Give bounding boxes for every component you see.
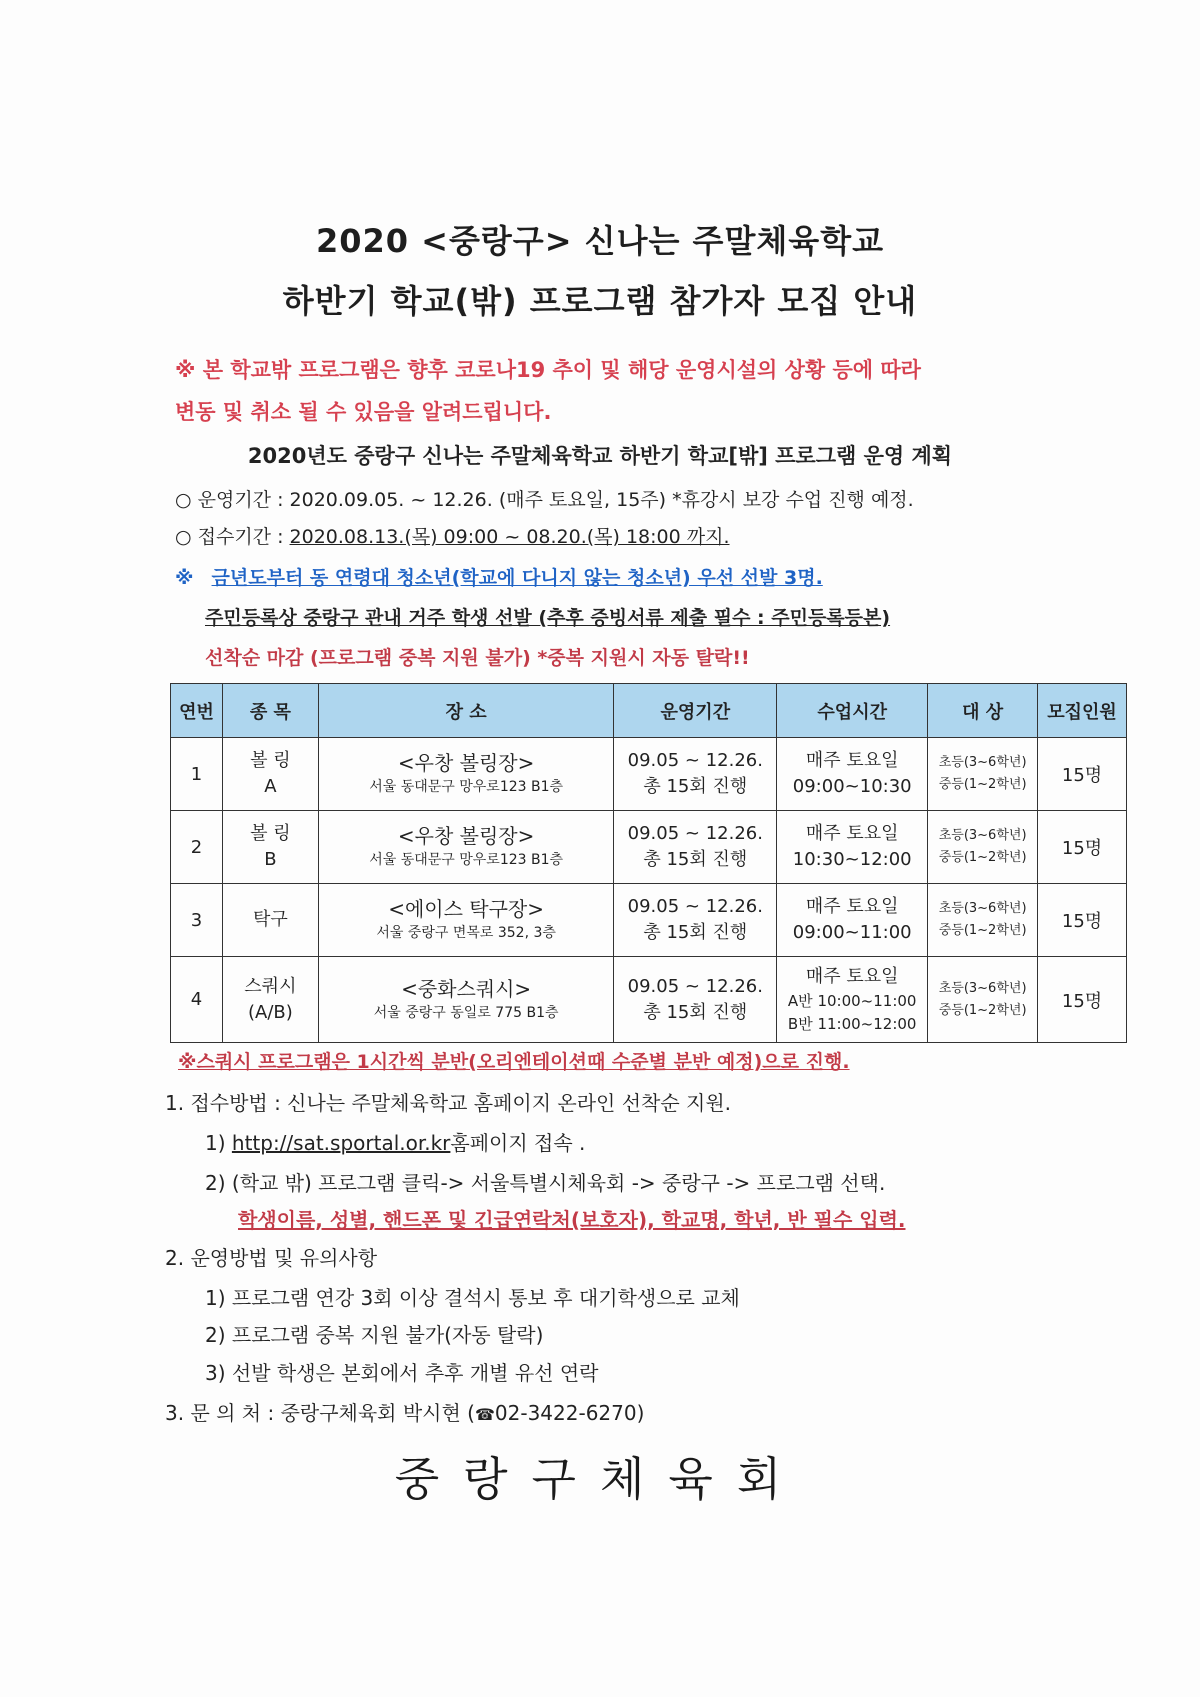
reception-period <box>175 522 730 552</box>
priority-mark: ※ <box>175 567 194 589</box>
row-sport <box>222 811 318 884</box>
target-middle: 중등(1~2학년) <box>938 1002 1027 1018</box>
place-address: 서울 동대문구 망우로123 B1층 <box>369 852 564 868</box>
time-day: 매주 토요일 <box>805 823 899 844</box>
row-capacity: 15명 <box>1038 884 1127 957</box>
row-place <box>318 957 614 1043</box>
operation-period <box>175 485 914 515</box>
sport-name: 볼 링 <box>250 823 291 844</box>
section3-contact <box>165 1398 644 1430</box>
time-hours: 09:00~10:30 <box>792 776 912 797</box>
row-target <box>928 957 1038 1043</box>
table-header-row <box>171 684 1127 738</box>
row-place <box>318 884 614 957</box>
target-elementary: 초등(3~6학년) <box>938 901 1027 916</box>
row-time <box>777 738 928 811</box>
header-sport: 종 목 <box>222 684 318 738</box>
place-name: <우창 볼링장> <box>397 824 535 848</box>
sport-name: 스쿼시 <box>244 975 297 997</box>
row-sport <box>222 884 318 957</box>
contact-phone: 02-3422-6270) <box>494 1401 645 1425</box>
period-dates: 09.05 ~ 12.26. <box>627 896 763 917</box>
place-name: <중화스쿼시> <box>401 976 532 1001</box>
target-middle: 중등(1~2학년) <box>938 777 1027 792</box>
title-line-2: 하반기 학교(밖) 프로그램 참가자 모집 안내 <box>282 282 918 320</box>
row-period <box>614 811 777 884</box>
row-period <box>614 957 777 1043</box>
row-no: 3 <box>171 884 223 957</box>
sport-group: A <box>264 776 277 797</box>
section1-item1 <box>205 1128 585 1158</box>
row-sport <box>222 738 318 811</box>
target-middle: 중등(1~2학년) <box>938 850 1027 865</box>
row-target <box>928 884 1038 957</box>
header-capacity: 모집인원 <box>1038 684 1127 738</box>
homepage-link[interactable]: http://sat.sportal.or.kr <box>231 1131 451 1155</box>
reception-period-value: 2020.08.13.(목) 09:00 ~ 08.20.(목) 18:00 까지. <box>289 526 730 548</box>
section2-item: 2) 프로그램 중복 지원 불가(자동 탈락) <box>205 1323 544 1347</box>
header-time: 수업시간 <box>777 684 928 738</box>
period-dates: 09.05 ~ 12.26. <box>627 750 763 771</box>
plan-title: 2020년도 중랑구 신나는 주말체육학교 하반기 학교[밖] 프로그램 운영 계획 <box>247 444 953 468</box>
period-sessions: 총 15회 진행 <box>643 849 748 870</box>
period-sessions: 총 15회 진행 <box>643 1001 748 1023</box>
covid-notice-line-2: 변동 및 취소 될 수 있음을 알려드립니다. <box>175 400 552 424</box>
row-no: 2 <box>171 811 223 884</box>
section3-title: 3. 문 의 처 : 중랑구체육회 박시현 ( <box>165 1401 475 1425</box>
table-row <box>171 884 1127 957</box>
sport-group: B <box>264 849 277 870</box>
squash-note: ※스쿼시 프로그램은 1시간씩 분반(오리엔테이션때 수준별 분반 예정)으로 진행. <box>178 1051 850 1073</box>
title-line-1: 2020 <중랑구> 신나는 주말체육학교 <box>315 222 885 260</box>
table-row <box>171 811 1127 884</box>
required-info-notice: 학생이름, 성별, 핸드폰 및 긴급연락처(보호자), 학교명, 학년, 반 필수 입력. <box>238 1208 906 1232</box>
time-hours: 09:00~11:00 <box>792 922 912 943</box>
time-day: 매주 토요일 <box>805 965 899 987</box>
phone-icon: ☎ <box>474 1405 495 1424</box>
time-day: 매주 토요일 <box>805 896 899 917</box>
row-time <box>777 811 928 884</box>
target-elementary: 초등(3~6학년) <box>938 755 1027 770</box>
first-come-notice: 선착순 마감 (프로그램 중복 지원 불가) *중복 지원시 자동 탈락!! <box>205 647 750 669</box>
header-place: 장 소 <box>318 684 614 738</box>
row-capacity: 15명 <box>1038 811 1127 884</box>
period-sessions: 총 15회 진행 <box>643 922 748 943</box>
place-name: <우창 볼링장> <box>397 751 535 775</box>
priority-text: 금년도부터 동 연령대 청소년(학교에 다니지 않는 청소년) 우선 선발 3명. <box>211 567 823 589</box>
residence-text: 주민등록상 중랑구 관내 거주 학생 선발 (추후 증빙서류 제출 필수 : 주민등록등본) <box>205 607 891 629</box>
row-period <box>614 884 777 957</box>
priority-selection <box>175 563 823 593</box>
period-sessions: 총 15회 진행 <box>643 776 748 797</box>
header-period: 운영기간 <box>614 684 777 738</box>
header-target: 대 상 <box>928 684 1038 738</box>
row-target <box>928 738 1038 811</box>
row-sport <box>222 957 318 1043</box>
section1-title: 1. 접수방법 : 신나는 주말체육학교 홈페이지 온라인 선착순 지원. <box>165 1091 732 1115</box>
section1-item2: 2) (학교 밖) 프로그램 클릭-> 서울특별시체육회 -> 중랑구 -> 프로그램 선택. <box>205 1171 886 1195</box>
row-time <box>777 884 928 957</box>
row-time <box>777 957 928 1043</box>
target-middle: 중등(1~2학년) <box>938 923 1027 938</box>
row-period <box>614 738 777 811</box>
place-address: 서울 중랑구 동일로 775 B1층 <box>373 1004 559 1021</box>
table-row <box>171 738 1127 811</box>
time-class-a: A반 10:00~11:00 <box>787 991 917 1010</box>
section2-title: 2. 운영방법 및 유의사항 <box>165 1246 378 1270</box>
row-place <box>318 738 614 811</box>
row-place <box>318 811 614 884</box>
header-no: 연번 <box>171 684 223 738</box>
residence-requirement <box>205 603 890 633</box>
reception-period-label: ○ 접수기간 : <box>175 526 290 548</box>
section1-item1-prefix: 1) <box>205 1131 232 1155</box>
row-target <box>928 811 1038 884</box>
organization-name: 중랑구체육회 <box>394 1452 806 1506</box>
covid-notice-line-1: ※ 본 학교밖 프로그램은 향후 코로나19 추이 및 해당 운영시설의 상황 등에 따라 <box>175 358 921 382</box>
sport-name: 탁구 <box>253 909 288 930</box>
target-elementary: 초등(3~6학년) <box>938 828 1027 843</box>
row-capacity: 15명 <box>1038 957 1127 1043</box>
operation-period-value: 2020.09.05. ~ 12.26. (매주 토요일, 15주) *휴강시 보강 수업 진행 예정. <box>289 489 914 511</box>
schedule-table <box>170 683 1127 1043</box>
time-hours: 10:30~12:00 <box>792 849 912 870</box>
place-address: 서울 중랑구 면목로 352, 3층 <box>376 925 556 941</box>
section1-item1-suffix: 홈페이지 접속 . <box>450 1131 586 1155</box>
place-name: <에이스 탁구장> <box>388 897 545 921</box>
table-row <box>171 957 1127 1043</box>
time-day: 매주 토요일 <box>805 750 899 771</box>
target-elementary: 초등(3~6학년) <box>938 980 1027 996</box>
section2-item: 1) 프로그램 연강 3회 이상 결석시 통보 후 대기학생으로 교체 <box>205 1286 740 1310</box>
period-dates: 09.05 ~ 12.26. <box>627 975 763 997</box>
period-dates: 09.05 ~ 12.26. <box>627 823 763 844</box>
operation-period-label: ○ 운영기간 : <box>175 489 290 511</box>
row-no: 4 <box>171 957 223 1043</box>
time-class-b: B반 11:00~12:00 <box>787 1014 917 1033</box>
place-address: 서울 동대문구 망우로123 B1층 <box>369 779 564 795</box>
sport-group: (A/B) <box>248 1001 293 1023</box>
section2-item: 3) 선발 학생은 본회에서 추후 개별 유선 연락 <box>205 1361 599 1385</box>
sport-name: 볼 링 <box>250 750 291 771</box>
row-no: 1 <box>171 738 223 811</box>
row-capacity: 15명 <box>1038 738 1127 811</box>
